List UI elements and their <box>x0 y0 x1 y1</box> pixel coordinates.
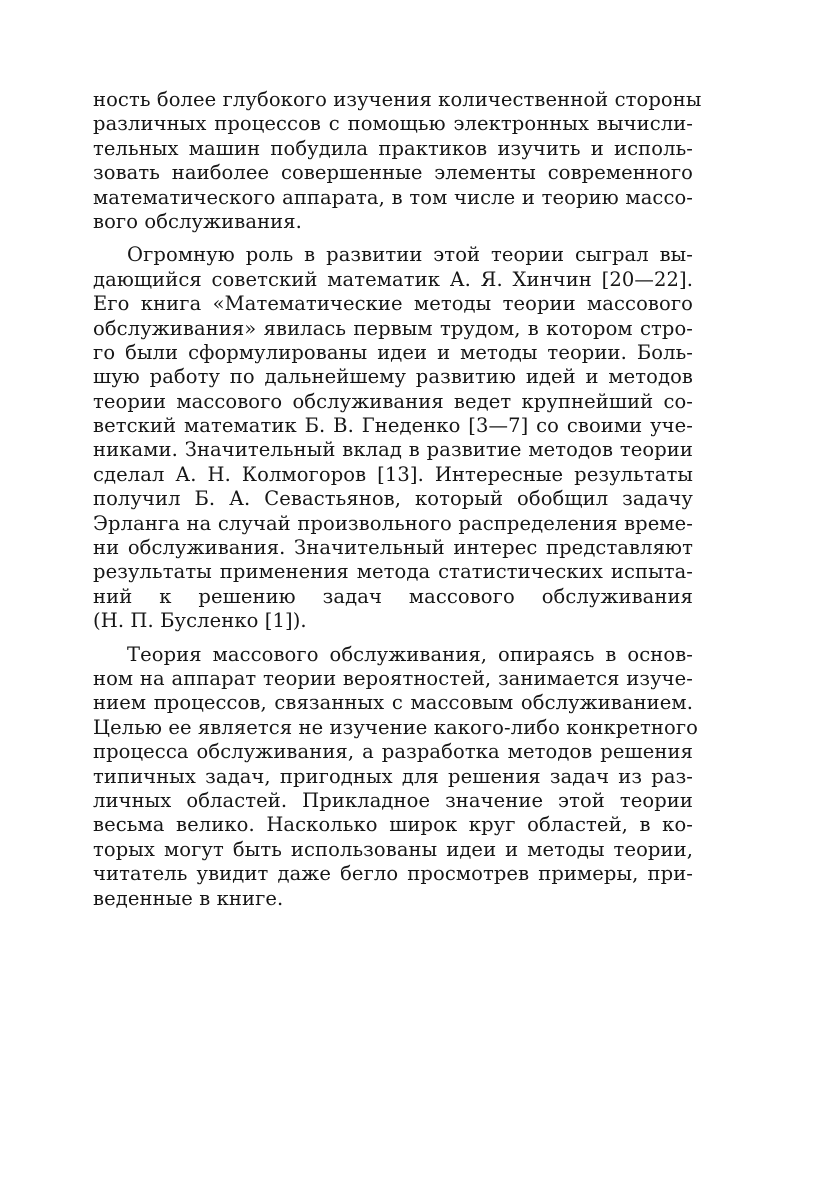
text-line: Его книга «Математические методы теории массового <box>93 292 693 316</box>
text-line: зовать наиболее совершенные элементы современного <box>93 161 693 185</box>
text-line: сделал А. Н. Колмогоров [13]. Интересные результаты <box>93 462 693 486</box>
text-line: дающийся советский математик А. Я. Хинчин [20—22]. <box>93 267 693 291</box>
text-line: торых могут быть использованы идеи и методы теории, <box>93 837 693 861</box>
text-line: веденные в книге. <box>93 886 284 910</box>
text-line: Эрланга на случай произвольного распределения време- <box>93 511 693 535</box>
text-line: вого обслуживания. <box>93 209 302 233</box>
text-line: обслуживания» явилась первым трудом, в котором стро- <box>93 316 693 340</box>
text-line: процесса обслуживания, а разработка методов решения <box>93 740 693 764</box>
text-line: различных процессов с помощью электронных вычисли- <box>93 112 693 136</box>
text-line: ветский математик Б. В. Гнеденко [3—7] со своими уче- <box>93 414 693 438</box>
text-line: ни обслуживания. Значительный интерес представляют <box>93 536 693 560</box>
paragraph-3 <box>93 642 698 911</box>
text-line: никами. Значительный вклад в развитие методов теории <box>93 438 693 462</box>
text-line: теории массового обслуживания ведет крупнейший со- <box>93 389 693 413</box>
text-line: результаты применения метода статистических испыта- <box>93 560 693 584</box>
text-line: нием процессов, связанных с массовым обслуживанием. <box>93 691 693 715</box>
paragraph-1 <box>93 88 702 234</box>
text-line: математического аппарата, в том числе и теорию массо- <box>93 185 693 209</box>
text-line: личных областей. Прикладное значение этой теории <box>93 788 693 812</box>
text-line: го были сформулированы идеи и методы теории. Боль- <box>93 340 693 364</box>
text-line: получил Б. А. Севастьянов, который обобщил задачу <box>93 487 693 511</box>
text-line: читатель увидит даже бегло просмотрев примеры, при- <box>93 862 693 886</box>
text-line: ном на аппарат теории вероятностей, занимается изуче- <box>93 666 693 690</box>
text-line: ность более глубокого изучения количественной стороны <box>93 88 702 111</box>
text-line: тельных машин побудила практиков изучить и исполь- <box>93 136 693 160</box>
text-line: весьма велико. Насколько широк круг областей, в ко- <box>93 813 693 837</box>
text-line: ний к решению задач массового обслуживания <box>93 584 693 608</box>
book-page-text <box>93 88 702 920</box>
paragraph-2 <box>93 243 693 633</box>
text-line: шую работу по дальнейшему развитию идей и методов <box>93 365 693 389</box>
text-line: Целью ее является не изучение какого-либо конкретного <box>93 715 698 739</box>
text-line: (Н. П. Бусленко [1]). <box>93 609 307 633</box>
text-line: Огромную роль в развитии этой теории сыграл вы- <box>127 243 693 267</box>
text-line: типичных задач, пригодных для решения задач из раз- <box>93 764 693 788</box>
text-line: Теория массового обслуживания, опираясь в основ- <box>127 642 693 666</box>
